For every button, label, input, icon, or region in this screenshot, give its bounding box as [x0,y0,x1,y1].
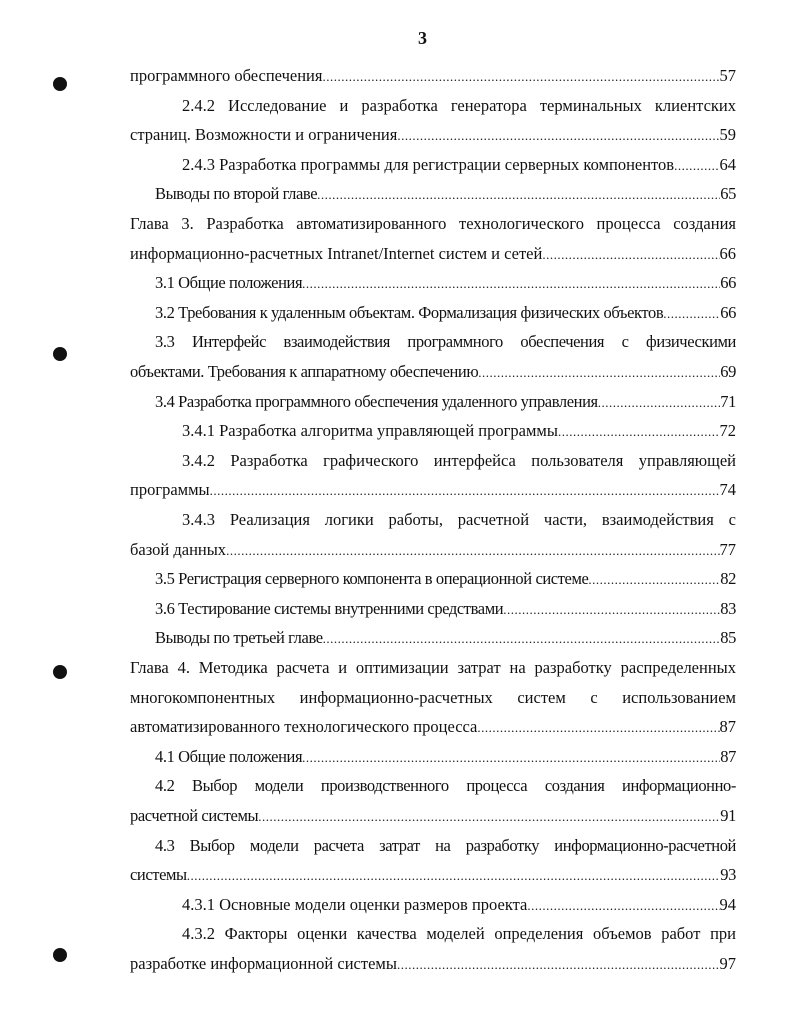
toc-page-number: 87 [720,746,736,766]
toc-line [155,836,736,856]
toc-line [155,569,736,590]
toc-entry-text: страниц. Возможности и ограничения [130,125,398,145]
toc-page-number: 93 [720,865,736,885]
toc-page-number: 83 [720,598,736,618]
toc-line [182,96,736,116]
leader-dots [187,866,721,886]
leader-dots [322,67,719,87]
toc-page-number: 82 [720,569,736,589]
leader-dots [503,600,720,620]
toc-entry-text: 4.3 Выбор модели расчета затрат на разработку информационно-расчетной [155,835,736,855]
toc-page-number: 59 [719,125,736,145]
leader-dots [226,541,719,561]
page-number: 3 [418,28,427,48]
leader-dots [598,393,721,413]
toc-line [130,125,736,146]
toc-line [130,717,736,738]
toc-entry-text: 3.2 Требования к удаленным объектам. Формализация физических объектов [155,302,664,322]
leader-dots [674,156,719,176]
toc-page-number: 65 [720,184,736,204]
toc-line [130,658,736,678]
toc-line [130,688,736,708]
leader-dots [663,304,720,324]
toc-line [130,66,736,87]
toc-entry-text: Глава 4. Методика расчета и оптимизации затрат на разработку распределенных [130,658,736,677]
toc-entry-text: информационно-расчетных Intranet/Internet систем и сетей [130,243,543,263]
binder-hole-mark [53,77,67,91]
leader-dots [527,896,719,916]
toc-page-number: 74 [719,480,736,500]
toc-line [155,332,736,352]
leader-dots [323,629,721,649]
toc-entry-text: 4.2 Выбор модели производственного процесса создания информационно- [155,776,736,796]
toc-page-number: 57 [719,66,736,85]
toc-line [155,747,736,768]
toc-entry-text: расчетной системы [130,806,259,825]
toc-page-number: 87 [719,717,736,737]
toc-line [155,303,736,324]
binder-hole-mark [53,948,67,962]
leader-dots [542,245,719,265]
toc-entry-text: Выводы по второй главе [155,184,318,204]
toc-entry-text: 3.4.2 Разработка графического интерфейса пользователя управляющей [182,450,736,470]
leader-dots [397,955,720,975]
toc-page-number: 69 [720,362,736,381]
toc-page-number: 66 [719,243,736,263]
toc-page-number: 72 [719,421,736,441]
toc-entry-text: 3.1 Общие положения [155,273,303,293]
toc-line [155,599,736,620]
toc-page-number: 85 [720,628,736,648]
leader-dots [302,274,720,294]
binder-hole-mark [53,665,67,679]
toc-entry-text: 2.4.2 Исследование и разработка генератора терминальных клиентских [182,95,736,115]
toc-entry-text: объектами. Требования к аппаратному обеспечению [130,362,479,381]
toc-line [155,776,736,796]
leader-dots [558,422,720,442]
toc-entry-text: 4.3.1 Основные модели оценки размеров проекта [182,894,528,914]
toc-entry-text: 3.4.3 Реализация логики работы, расчетной части, взаимодействия с [182,510,736,529]
toc-page-number: 66 [720,302,736,322]
leader-dots [317,185,720,205]
toc-entry-text: 2.4.3 Разработка программы для регистрации серверных компонентов [182,154,675,174]
toc-entry-text: 3.4.1 Разработка алгоритма управляющей программы [182,421,558,441]
toc-entry-text: Выводы по третьей главе [155,628,323,648]
toc-page-number: 71 [720,391,736,411]
toc-line [130,362,736,383]
toc-line [130,954,736,975]
toc-line [130,806,736,827]
toc-entry-text: 3.5 Регистрация серверного компонента в операционной системе [155,569,589,589]
toc-entry-text: программы [130,480,210,500]
toc-line [130,540,736,561]
toc-page-number: 91 [720,806,736,825]
toc-line [155,273,736,294]
toc-entry-text: 4.3.2 Факторы оценки качества моделей определения объемов работ при [182,924,736,944]
leader-dots [397,126,719,146]
leader-dots [477,718,719,738]
leader-dots [588,570,720,590]
toc-line [182,895,736,916]
leader-dots [302,748,720,768]
toc-line [130,865,736,886]
toc-page-number: 64 [719,154,736,174]
toc-entry-text: базой данных [130,539,227,559]
toc-entry-text: программного обеспечения [130,66,323,85]
toc-entry-text: 3.3 Интерфейс взаимодействия программного обеспечения с физическими [155,332,736,352]
toc-entry-text: разработке информационной системы [130,954,397,973]
leader-dots [258,807,720,827]
toc-line [182,510,736,530]
leader-dots [478,363,720,383]
toc-page-number: 66 [720,273,736,293]
binder-hole-mark [53,347,67,361]
toc-entry-text: Глава 3. Разработка автоматизированного технологического процесса создания [130,214,736,233]
toc-line [182,155,736,176]
leader-dots [210,481,720,501]
toc-line [130,214,736,234]
toc-entry-text: 3.4 Разработка программного обеспечения удаленного управления [155,391,598,411]
toc-line [182,924,736,944]
toc-line [130,244,736,265]
toc-line [155,184,736,205]
toc-entry-text: автоматизированного технологического процесса [130,717,478,737]
toc-entry-text: 4.1 Общие положения [155,746,303,766]
toc-page-number: 77 [719,539,736,559]
toc-page-number: 97 [719,954,736,973]
toc-line [155,628,736,649]
toc-line [130,480,736,501]
toc-entry-text: многокомпонентных информационно-расчетных систем с использованием [130,687,736,707]
toc-line [182,421,736,442]
toc-entry-text: 3.6 Тестирование системы внутренними средствами [155,598,504,618]
toc-entry-text: системы [130,865,187,885]
toc-line [155,392,736,413]
toc-page-number: 94 [719,894,736,914]
toc-line [182,451,736,471]
